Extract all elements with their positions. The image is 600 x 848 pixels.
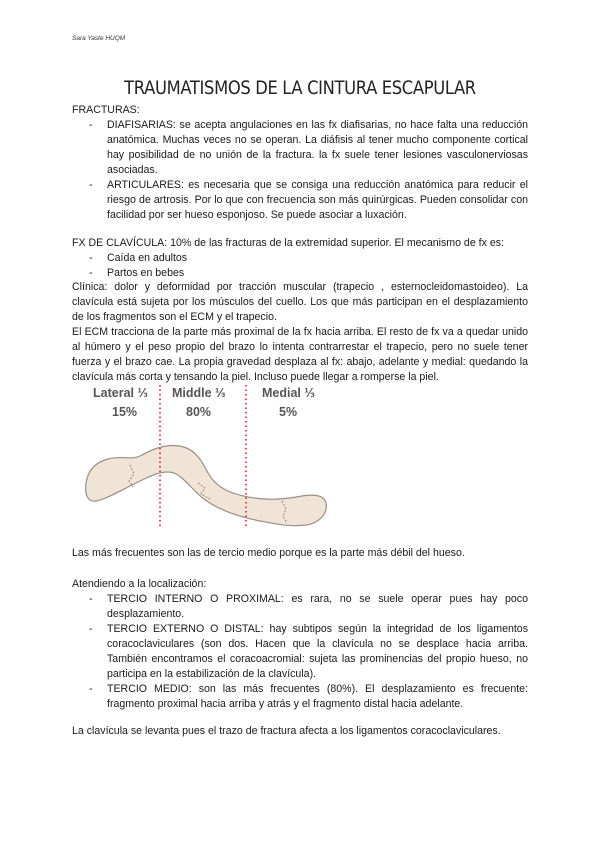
- list-item-text: TERCIO INTERNO O PROXIMAL: es rara, no se suele operar pues hay poco desplazamiento.: [107, 593, 528, 620]
- page-title: TRAUMATISMOS DE LA CINTURA ESCAPULAR: [124, 77, 476, 99]
- page-header-author: Sara Yaste HUQM: [72, 35, 126, 42]
- clavicle-bone: [86, 445, 327, 525]
- list-item-text: TERCIO EXTERNO O DISTAL: hay subtipos según la integridad de los ligamentos coracoclaviculares (son dos. Hacen que la clavícula no se desplace hacia arriba. También encontramos el coracoacromial: sujeta las prominencias del propio hueso, no participa en la estabilización de la clavícula).: [107, 623, 528, 680]
- list-item: [72, 118, 528, 178]
- list-item-text: Partos en bebes: [107, 267, 185, 279]
- list-item: [72, 251, 528, 266]
- list-item-text: ARTICULARES: es necesaria que se consiga una reducción anatómica para reducir el riesgo de artrosis. Por lo que con frecuencia son más quirúrgicas. Pueden consolidar con facilidad por ser hueso esponjoso. Se puede asociar a luxación.: [107, 179, 528, 221]
- list-item: [72, 622, 528, 682]
- localizacion-heading: Atendiendo a la localización:: [72, 578, 207, 590]
- ecm-paragraph: El ECM tracciona de la parte más proximal de la fx hacia arriba. El resto de fx va a quedar unido al húmero y el peso propio del brazo lo intenta contrarrestar el trapecio, pero no suele tener fuerza y el brazo cae. La propia gravedad desplaza al fx: abajo, adelante y medial: quedando la clavícula más corta y tensando la piel. Incluso puede llegar a romperse la piel.: [72, 326, 528, 383]
- final-paragraph: La clavícula se levanta pues el trazo de fractura afecta a los ligamentos coracoclaviculares.: [72, 725, 501, 737]
- list-item: [72, 178, 528, 223]
- list-bullet: -: [89, 593, 93, 605]
- list-item-text: TERCIO MEDIO: son las más frecuentes (80%). El desplazamiento es frecuente: fragmento proximal hacia arriba y atrás y el fragmento distal hacia adelante.: [107, 683, 528, 710]
- list-item: [72, 682, 528, 712]
- list-bullet: -: [89, 119, 93, 131]
- clinica-paragraph: Clínica: dolor y deformidad por tracción muscular (trapecio , esternocleidomastoideo). La clavícula está sujeta por los músculos del cuello. Los que más participan en el desplazamiento de los fragmentos son el ECM y el trapecio.: [72, 281, 528, 323]
- fracturas-heading: FRACTURAS:: [72, 104, 140, 116]
- mecanismo-list: [72, 251, 528, 281]
- segment-middle-percent: 80%: [186, 405, 212, 419]
- list-bullet: -: [89, 683, 93, 695]
- list-bullet: -: [89, 179, 93, 191]
- list-bullet: -: [89, 623, 93, 635]
- list-item-text: DIAFISARIAS: se acepta angulaciones en las fx diafisarias, no hace falta una reducción anatómica. Muchas veces no se operan. La diáfisis al tener mucho componente cortical hay posibilidad de no unión de la fractura. la fx suele tener lesiones vasculonerviosas asociadas.: [107, 119, 528, 176]
- localizacion-list: [72, 592, 528, 712]
- segment-lateral-percent: 15%: [112, 405, 138, 419]
- list-item: [72, 266, 528, 281]
- list-bullet: -: [89, 267, 93, 279]
- segment-middle-name: Middle ⅓: [172, 386, 226, 400]
- segment-lateral-name: Lateral ⅓: [93, 386, 148, 400]
- list-item-text: Caída en adultos: [107, 252, 188, 264]
- list-bullet: -: [89, 252, 93, 264]
- clavicle-figure: [80, 381, 340, 531]
- fracturas-list: [72, 118, 528, 223]
- segment-medial-percent: 5%: [279, 405, 298, 419]
- segment-medial-name: Medial ⅓: [262, 386, 315, 400]
- clavicula-heading: FX DE CLAVÍCULA: 10% de las fracturas de la extremidad superior. El mecanismo de fx es:: [72, 237, 504, 249]
- conclusion-paragraph: Las más frecuentes son las de tercio medio porque es la parte más débil del hueso.: [72, 547, 465, 559]
- list-item: [72, 592, 528, 622]
